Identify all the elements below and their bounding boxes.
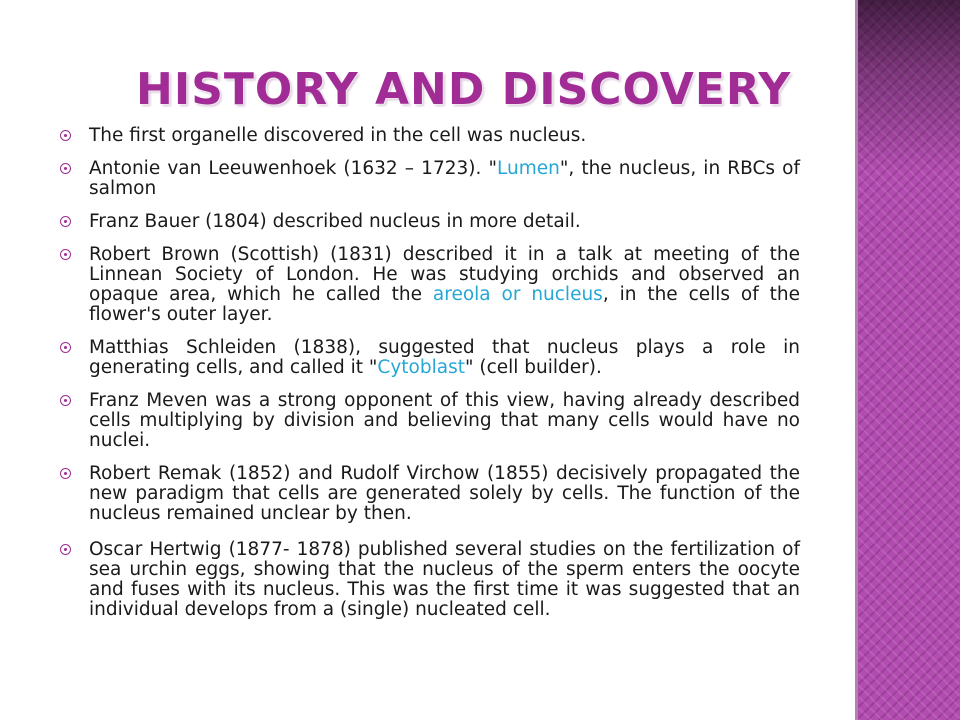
bullet-text: Antonie van Leeuwenhoek (1632 – 1723). " xyxy=(89,158,497,179)
decorative-side-panel xyxy=(858,0,960,720)
circle-dot-icon xyxy=(60,249,71,260)
circle-dot-icon xyxy=(60,130,71,141)
slide-title: HISTORY AND DISCOVERY xyxy=(136,64,792,115)
bullet-text: Robert Remak (1852) and Rudolf Virchow (1855) decisively propagated the new paradigm that cells are generated solely by cells. The function of the nucleus remained unclear by then. xyxy=(89,463,800,524)
bullet-item xyxy=(60,391,800,451)
bullet-text: Matthias Schleiden (1838), suggested that nucleus plays a role in generating cells, and called it " xyxy=(89,337,800,378)
bullet-item xyxy=(60,540,800,620)
bullet-item xyxy=(60,126,800,146)
bullet-item xyxy=(60,212,800,232)
bullet-text: Franz Bauer (1804) described nucleus in more detail. xyxy=(89,211,581,232)
bullet-text: Robert Brown (Scottish) (1831) described it in a talk at meeting of the Linnean Society of London. He was studying orchids and observed an opaque area, which he called the xyxy=(89,244,800,305)
bullet-text: The first organelle discovered in the cell was nucleus. xyxy=(89,125,587,146)
circle-dot-icon xyxy=(60,395,71,406)
bullet-text: " (cell builder). xyxy=(464,357,602,378)
bullet-text: Franz Meven was a strong opponent of this view, having already described cells multiplying by division and believing that many cells would have no nuclei. xyxy=(89,390,800,451)
circle-dot-icon xyxy=(60,216,71,227)
bullet-list xyxy=(60,126,800,633)
bullet-item xyxy=(60,338,800,378)
circle-dot-icon xyxy=(60,342,71,353)
bullet-item xyxy=(60,159,800,199)
circle-dot-icon xyxy=(60,544,71,555)
circle-dot-icon xyxy=(60,468,71,479)
bullet-text: ", the nucleus, in RBCs of salmon xyxy=(89,158,801,199)
bullet-text: Oscar Hertwig (1877- 1878) published several studies on the fertilization of sea urchin eggs, showing that the nucleus of the sperm enters the oocyte and fuses with its nucleus. This was the first time it was suggested that an individual develops from a (single) nucleated cell. xyxy=(89,539,800,620)
highlighted-term: Cytoblast xyxy=(377,357,465,378)
bullet-text: , in the cells of the flower's outer layer. xyxy=(89,284,800,325)
highlighted-term: Lumen xyxy=(496,158,560,179)
bullet-item xyxy=(60,464,800,524)
bullet-item xyxy=(60,245,800,325)
circle-dot-icon xyxy=(60,163,71,174)
highlighted-term: areola or nucleus xyxy=(432,284,603,305)
